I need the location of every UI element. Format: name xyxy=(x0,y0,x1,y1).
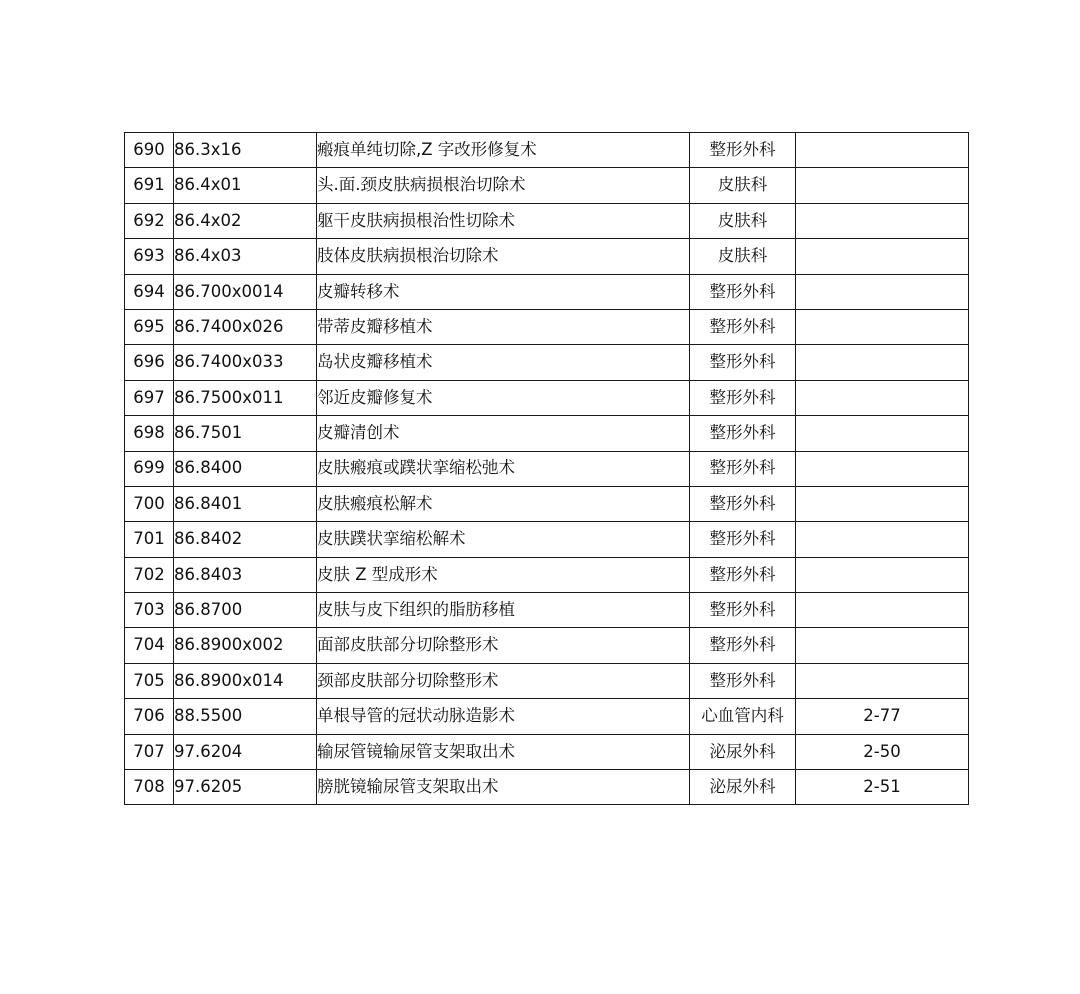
department: 整形外科 xyxy=(690,663,796,698)
department: 整形外科 xyxy=(690,274,796,309)
row-number: 692 xyxy=(125,203,174,238)
remark: 2-50 xyxy=(796,734,969,769)
remark: 2-51 xyxy=(796,770,969,805)
department: 整形外科 xyxy=(690,416,796,451)
department: 整形外科 xyxy=(690,628,796,663)
remark xyxy=(796,239,969,274)
row-number: 704 xyxy=(125,628,174,663)
table-row xyxy=(125,451,969,486)
row-number: 706 xyxy=(125,699,174,734)
row-number: 707 xyxy=(125,734,174,769)
department: 整形外科 xyxy=(690,557,796,592)
procedure-name: 皮肤 Z 型成形术 xyxy=(317,557,690,592)
row-number: 690 xyxy=(125,133,174,168)
remark xyxy=(796,486,969,521)
remark xyxy=(796,168,969,203)
procedure-table-body xyxy=(125,133,969,805)
table-row xyxy=(125,309,969,344)
remark xyxy=(796,593,969,628)
procedure-name: 带蒂皮瓣移植术 xyxy=(317,309,690,344)
procedure-name: 瘢痕单纯切除,Z 字改形修复术 xyxy=(317,133,690,168)
table-row xyxy=(125,274,969,309)
row-number: 708 xyxy=(125,770,174,805)
procedure-name: 邻近皮瓣修复术 xyxy=(317,380,690,415)
department: 皮肤科 xyxy=(690,239,796,274)
procedure-code: 86.4x03 xyxy=(174,239,317,274)
table-row xyxy=(125,522,969,557)
procedure-code: 86.7501 xyxy=(174,416,317,451)
table-row xyxy=(125,699,969,734)
department: 皮肤科 xyxy=(690,168,796,203)
row-number: 691 xyxy=(125,168,174,203)
row-number: 694 xyxy=(125,274,174,309)
procedure-name: 皮肤瘢痕松解术 xyxy=(317,486,690,521)
table-row xyxy=(125,593,969,628)
procedure-name: 颈部皮肤部分切除整形术 xyxy=(317,663,690,698)
table-row xyxy=(125,203,969,238)
procedure-code: 86.8900x002 xyxy=(174,628,317,663)
procedure-code: 86.3x16 xyxy=(174,133,317,168)
remark xyxy=(796,628,969,663)
procedure-code: 86.8400 xyxy=(174,451,317,486)
department: 整形外科 xyxy=(690,593,796,628)
row-number: 697 xyxy=(125,380,174,415)
table-row xyxy=(125,239,969,274)
procedure-code: 86.7500x011 xyxy=(174,380,317,415)
procedure-name: 皮瓣转移术 xyxy=(317,274,690,309)
department: 整形外科 xyxy=(690,451,796,486)
procedure-code: 88.5500 xyxy=(174,699,317,734)
procedure-name: 面部皮肤部分切除整形术 xyxy=(317,628,690,663)
procedure-code: 97.6204 xyxy=(174,734,317,769)
remark xyxy=(796,557,969,592)
remark: 2-77 xyxy=(796,699,969,734)
procedure-table xyxy=(124,132,969,805)
remark xyxy=(796,309,969,344)
row-number: 695 xyxy=(125,309,174,344)
row-number: 703 xyxy=(125,593,174,628)
procedure-name: 膀胱镜输尿管支架取出术 xyxy=(317,770,690,805)
procedure-name: 单根导管的冠状动脉造影术 xyxy=(317,699,690,734)
row-number: 696 xyxy=(125,345,174,380)
procedure-name: 皮肤蹼状挛缩松解术 xyxy=(317,522,690,557)
table-row xyxy=(125,557,969,592)
procedure-name: 皮瓣清创术 xyxy=(317,416,690,451)
procedure-name: 岛状皮瓣移植术 xyxy=(317,345,690,380)
row-number: 701 xyxy=(125,522,174,557)
procedure-name: 输尿管镜输尿管支架取出术 xyxy=(317,734,690,769)
row-number: 705 xyxy=(125,663,174,698)
table-row xyxy=(125,628,969,663)
procedure-code: 86.8402 xyxy=(174,522,317,557)
procedure-name: 头.面.颈皮肤病损根治切除术 xyxy=(317,168,690,203)
remark xyxy=(796,203,969,238)
remark xyxy=(796,416,969,451)
department: 皮肤科 xyxy=(690,203,796,238)
table-row xyxy=(125,380,969,415)
procedure-code: 86.700x0014 xyxy=(174,274,317,309)
table-row xyxy=(125,663,969,698)
procedure-code: 86.8900x014 xyxy=(174,663,317,698)
procedure-code: 86.7400x033 xyxy=(174,345,317,380)
remark xyxy=(796,451,969,486)
remark xyxy=(796,345,969,380)
department: 整形外科 xyxy=(690,345,796,380)
table-row xyxy=(125,770,969,805)
procedure-code: 86.8403 xyxy=(174,557,317,592)
procedure-code: 86.4x02 xyxy=(174,203,317,238)
department: 心血管内科 xyxy=(690,699,796,734)
procedure-code: 97.6205 xyxy=(174,770,317,805)
department: 整形外科 xyxy=(690,522,796,557)
department: 泌尿外科 xyxy=(690,770,796,805)
remark xyxy=(796,133,969,168)
table-row xyxy=(125,345,969,380)
procedure-name: 肢体皮肤病损根治切除术 xyxy=(317,239,690,274)
table-row xyxy=(125,416,969,451)
table-row xyxy=(125,486,969,521)
row-number: 700 xyxy=(125,486,174,521)
remark xyxy=(796,274,969,309)
procedure-code: 86.8401 xyxy=(174,486,317,521)
row-number: 693 xyxy=(125,239,174,274)
procedure-code: 86.8700 xyxy=(174,593,317,628)
table-row xyxy=(125,133,969,168)
row-number: 699 xyxy=(125,451,174,486)
department: 整形外科 xyxy=(690,133,796,168)
procedure-name: 皮肤瘢痕或蹼状挛缩松弛术 xyxy=(317,451,690,486)
table-row xyxy=(125,168,969,203)
row-number: 702 xyxy=(125,557,174,592)
procedure-code: 86.7400x026 xyxy=(174,309,317,344)
table-row xyxy=(125,734,969,769)
department: 整形外科 xyxy=(690,486,796,521)
procedure-name: 皮肤与皮下组织的脂肪移植 xyxy=(317,593,690,628)
department: 整形外科 xyxy=(690,380,796,415)
row-number: 698 xyxy=(125,416,174,451)
procedure-name: 躯干皮肤病损根治性切除术 xyxy=(317,203,690,238)
remark xyxy=(796,380,969,415)
department: 整形外科 xyxy=(690,309,796,344)
procedure-code: 86.4x01 xyxy=(174,168,317,203)
department: 泌尿外科 xyxy=(690,734,796,769)
remark xyxy=(796,663,969,698)
remark xyxy=(796,522,969,557)
